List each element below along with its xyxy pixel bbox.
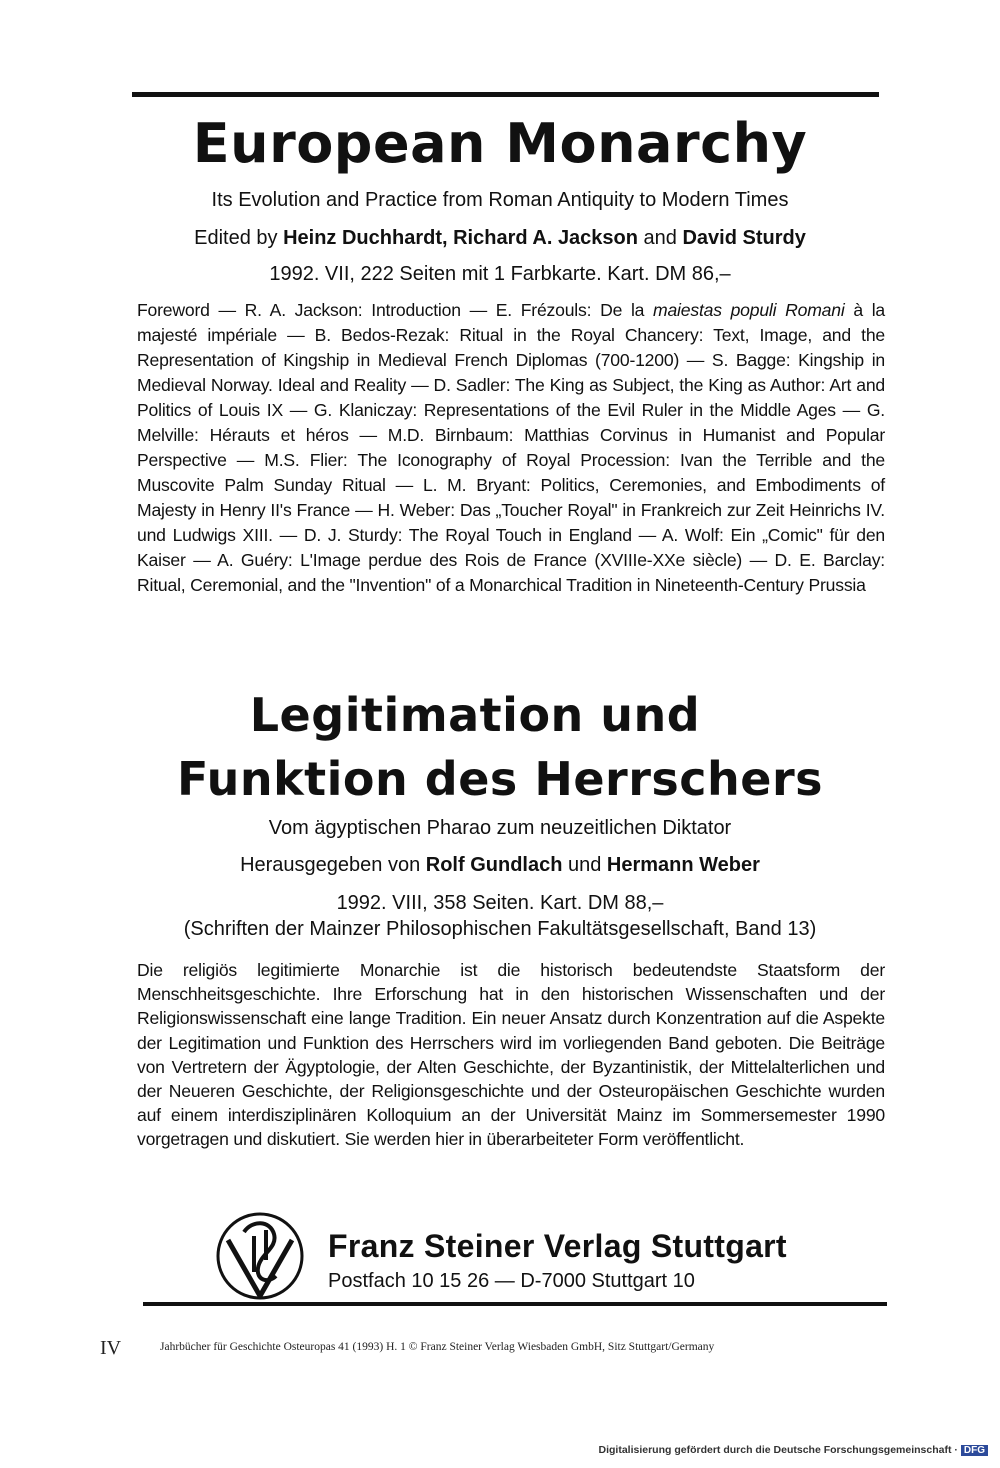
ad1-contents-italic: maiestas populi Romani [653,300,845,320]
page-number: IV [100,1337,122,1359]
ad2-editors-and: und [562,854,607,876]
ad1-subtitle: Its Evolution and Practice from Roman Antiquity to Modern Times [211,189,789,211]
ad2-description: Die religiös legitimierte Monarchie ist die historisch bedeutendste Staatsform der Menschheitsgeschichte. Ihre Erforschung hat in den historischen Wissenschaften und der Religionswissenschaft eine lange Tradition. Ein neuer Ansatz durch Konzentration auf die Aspekte der Legitimation und Funktion des Herrschers wird im vorliegenden Band geboten. Die Beiträge von Vertretern der Ägyptologie, der Alten Geschichte, der Byzantinistik, der Mittelalterlichen und der Neueren Geschichte, der Religionsgeschichte und der Osteuropäischen Geschichte wurden auf einem interdisziplinären Kolloquium an der Universität Mainz im Sommersemester 1990 vorgetragen und diskutiert. Sie werden hier in überarbeiteter Form veröffentlicht. [137,960,885,1150]
ad1-editors-and: and [638,227,683,249]
ad2-subtitle: Vom ägyptischen Pharao zum neuzeitlichen Diktator [268,817,732,839]
publisher-address: Postfach 10 15 26 — D-7000 Stuttgart 10 [328,1270,695,1292]
ad1-editors-b: David Sturdy [682,227,806,249]
ad1-contents [137,298,885,598]
ad1-contents-start: Foreword — R. A. Jackson: Introduction — E. Frézouls: De la [137,300,654,320]
digitization-text: Digitalisierung gefördert durch die Deutsche Forschungsgemeinschaft · [598,1444,958,1456]
ad2-pub-info: 1992. VIII, 358 Seiten. Kart. DM 88,– [336,892,664,914]
ad1-contents-rest: à la majesté impériale — B. Bedos-Rezak: Ritual in the Royal Chancery: Text, Image, and the Representation of Kingship in Medieval French Diplomas (700-1200) — S. Bagge: Kingship in Medieval Norway. Ideal and Reality — D. Sadler: The King as Subject, the King as Author: Art and Politics of Louis IX — G. Klaniczay: Representations of the Evil Ruler in the Middle Ages — G. Melville: Hérauts et héros — M.D. Birnbaum: Matthias Corvinus in Humanist and Popular Perspective — M.S. Flier: The Iconography of Royal Procession: Ivan the Terrible and the Muscovite Palm Sunday Ritual — L. M. Bryant: Politics, Ceremonies, and Embodiments of Majesty in Henry II's France — H. Weber: Das „Toucher Royal" in Frankreich zur Zeit Heinrichs IV. und Ludwigs XIII. — D. J. Sturdy: The Royal Touch in England — A. Wolf: Ein „Comic" für den Kaiser — A. Guéry: L'Image perdue des Rois de France (XVIIIe-XXe siècle) — D. E. Barclay: Ritual, Ceremonial, and the "Invention" of a Monarchical Tradition in Nineteenth-Century Prussia [137,300,885,595]
page-footer [100,1337,715,1360]
dfg-badge: DFG [961,1445,988,1456]
ad1-editors-prefix: Edited by [194,227,284,249]
ad1-editors [0,227,1000,250]
ad1-pub-info: 1992. VII, 222 Seiten mit 1 Farbkarte. Kart. DM 86,– [269,263,731,285]
ad2-series: (Schriften der Mainzer Philosophischen Fakultätsgesellschaft, Band 13) [183,918,817,940]
footer-citation: Jahrbücher für Geschichte Osteuropas 41 (1993) H. 1 © Franz Steiner Verlag Wiesbaden GmbH, Sitz Stuttgart/Germany [160,1341,715,1353]
publisher-logo-icon [214,1210,306,1302]
ad2-editor-a: Rolf Gundlach [425,854,563,876]
ad2-editors-prefix: Herausgegeben von [240,854,426,876]
digitization-note [599,1444,989,1456]
top-rule [132,92,879,97]
ad1-editors-a: Heinz Duchhardt, Richard A. Jackson [283,227,638,249]
ad2-title-line2: Funktion des Herrschers [176,752,824,806]
publisher-name: Franz Steiner Verlag Stuttgart [328,1228,787,1264]
ad2-editors [0,854,1000,877]
bottom-rule [143,1302,887,1306]
ad2-editor-b: Hermann Weber [606,854,760,876]
ad1-title: European Monarchy [192,112,808,175]
ad2-title-line1: Legitimation und [249,688,701,742]
